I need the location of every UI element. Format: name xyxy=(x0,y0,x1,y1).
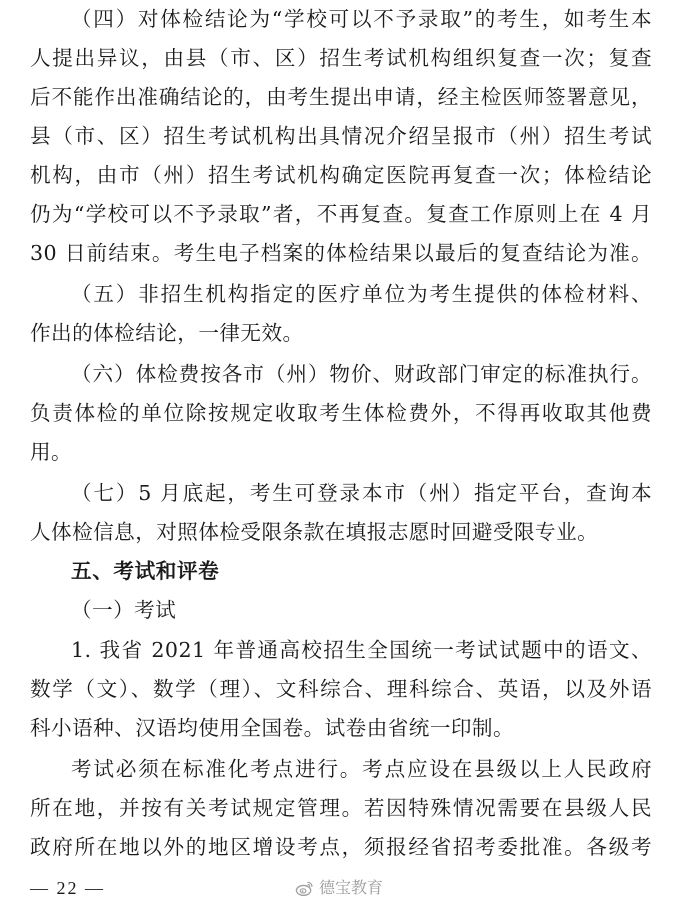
item-1-line-3: 科小语种、汉语均使用全国卷。试卷由省统一印制。 xyxy=(30,716,515,740)
paragraph-6-line-2: 负责体检的单位除按规定收取考生体检费外，不得再收取其他费 xyxy=(30,401,652,425)
subsection-heading-exam: （一）考试 xyxy=(71,598,177,622)
weibo-icon xyxy=(295,879,314,898)
watermark-text: 德宝教育 xyxy=(319,878,384,897)
paragraph-5-line-2: 作出的体检结论，一律无效。 xyxy=(30,321,304,345)
exam-site-line-1: 考试必须在标准化考点进行。考点应设在县级以上人民政府 xyxy=(71,757,652,781)
paragraph-5-line-1: （五）非招生机构指定的医疗单位为考生提供的体检材料、 xyxy=(71,282,652,306)
paragraph-4-line-7: 30 日前结束。考生电子档案的体检结果以最后的复查结论为准。 xyxy=(30,241,652,265)
paragraph-7-line-1: （七）5 月底起，考生可登录本市（州）指定平台，查询本 xyxy=(71,481,652,505)
paragraph-4-line-1: （四）对体检结论为“学校可以不予录取”的考生，如考生本 xyxy=(71,7,652,31)
exam-site-line-3: 政府所在地以外的地区增设考点，须报经省招考委批准。各级考 xyxy=(30,835,652,859)
item-1-line-1: 1. 我省 2021 年普通高校招生全国统一考试试题中的语文、 xyxy=(71,638,652,662)
paragraph-7-line-2: 人体检信息，对照体检受限条款在填报志愿时回避受限专业。 xyxy=(30,520,599,544)
exam-site-line-2: 所在地，并按有关考试规定管理。若因特殊情况需要在县级人民 xyxy=(30,796,652,820)
page-number: — 22 — xyxy=(30,878,105,898)
paragraph-4-line-2: 人提出异议，由县（市、区）招生考试机构组织复查一次；复查 xyxy=(30,46,652,70)
watermark xyxy=(295,877,383,899)
paragraph-6-line-3: 用。 xyxy=(30,440,73,464)
paragraph-6-line-1: （六）体检费按各市（州）物价、财政部门审定的标准执行。 xyxy=(71,362,652,386)
paragraph-4-line-5: 机构，由市（州）招生考试机构确定医院再复查一次；体检结论 xyxy=(30,163,652,187)
paragraph-4-line-3: 后不能作出准确结论的，由考生提出申请，经主检医师签署意见， xyxy=(30,85,652,109)
paragraph-4-line-4: 县（市、区）招生考试机构出具情况介绍呈报市（州）招生考试 xyxy=(30,124,652,148)
paragraph-4-line-6: 仍为“学校可以不予录取”者，不再复查。复查工作原则上在 4 月 xyxy=(30,202,652,226)
item-1-line-2: 数学（文）、数学（理）、文科综合、理科综合、英语，以及外语 xyxy=(30,677,652,701)
section-heading-exam-and-grading: 五、考试和评卷 xyxy=(71,559,220,583)
